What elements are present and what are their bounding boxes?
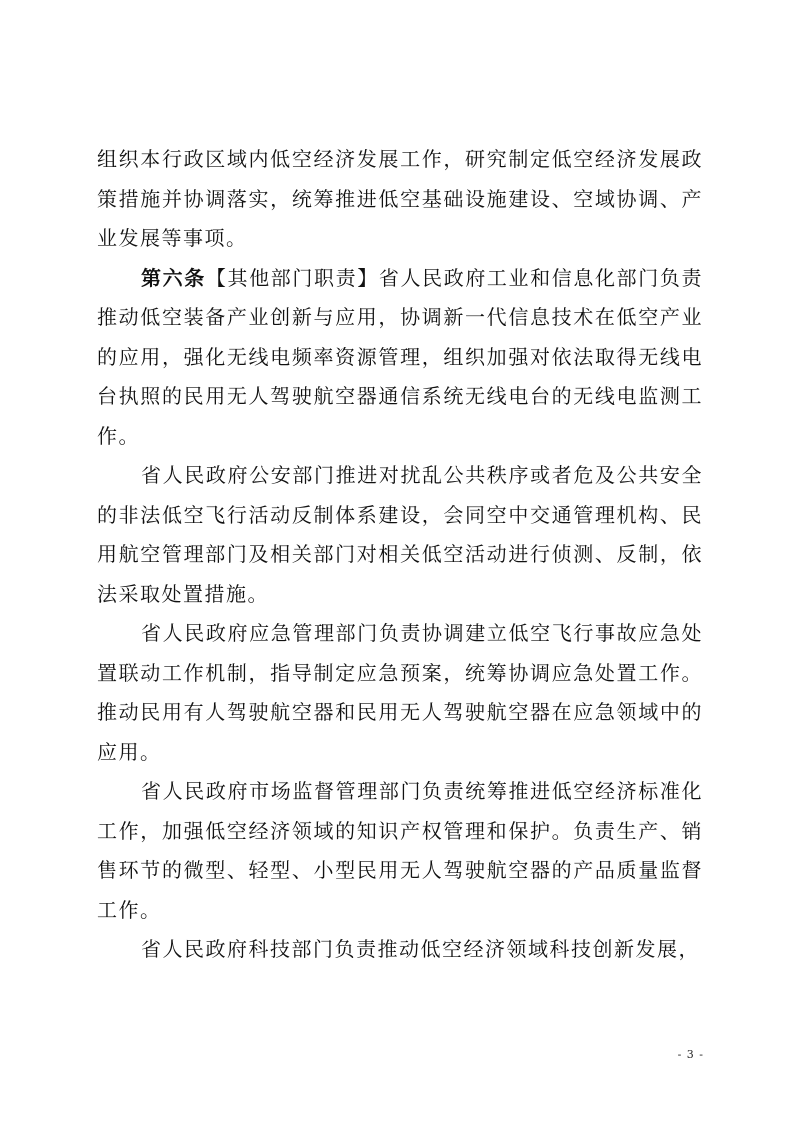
page-number: - 3 - xyxy=(677,1048,704,1061)
article-number: 第六条 xyxy=(141,265,206,290)
paragraph-2-article-six xyxy=(97,259,703,457)
paragraph-1 xyxy=(97,140,703,259)
paragraph-3-text: 省人民政府公安部门推进对扰乱公共秩序或者危及公共安全的非法低空飞行活动反制体系建设，会同空中交通管理机构、民用航空管理部门及相关部门对相关低空活动进行侦测、反制，依法采取处置措施。 xyxy=(97,463,703,606)
document-body xyxy=(97,140,703,970)
paragraph-3 xyxy=(97,456,703,614)
paragraph-4-text: 省人民政府应急管理部门负责协调建立低空飞行事故应急处置联动工作机制，指导制定应急预案，统筹协调应急处置工作。推动民用有人驾驶航空器和民用无人驾驶航空器在应急领域中的应用。 xyxy=(97,621,703,764)
paragraph-4 xyxy=(97,614,703,772)
paragraph-5-text: 省人民政府市场监督管理部门负责统筹推进低空经济标准化工作，加强低空经济领域的知识产权管理和保护。负责生产、销售环节的微型、轻型、小型民用无人驾驶航空器的产品质量监督工作。 xyxy=(97,779,703,922)
paragraph-6 xyxy=(97,930,703,970)
paragraph-2-text: 【其他部门职责】省人民政府工业和信息化部门负责推动低空装备产业创新与应用，协调新一代信息技术在低空产业的应用，强化无线电频率资源管理，组织加强对依法取得无线电台执照的民用无人驾驶航空器通信系统无线电台的无线电监测工作。 xyxy=(97,265,704,448)
paragraph-5 xyxy=(97,772,703,930)
paragraph-6-text: 省人民政府科技部门负责推动低空经济领域科技创新发展， xyxy=(141,937,700,961)
paragraph-1-text: 组织本行政区域内低空经济发展工作，研究制定低空经济发展政策措施并协调落实，统筹推进低空基础设施建设、空域协调、产业发展等事项。 xyxy=(97,147,703,250)
